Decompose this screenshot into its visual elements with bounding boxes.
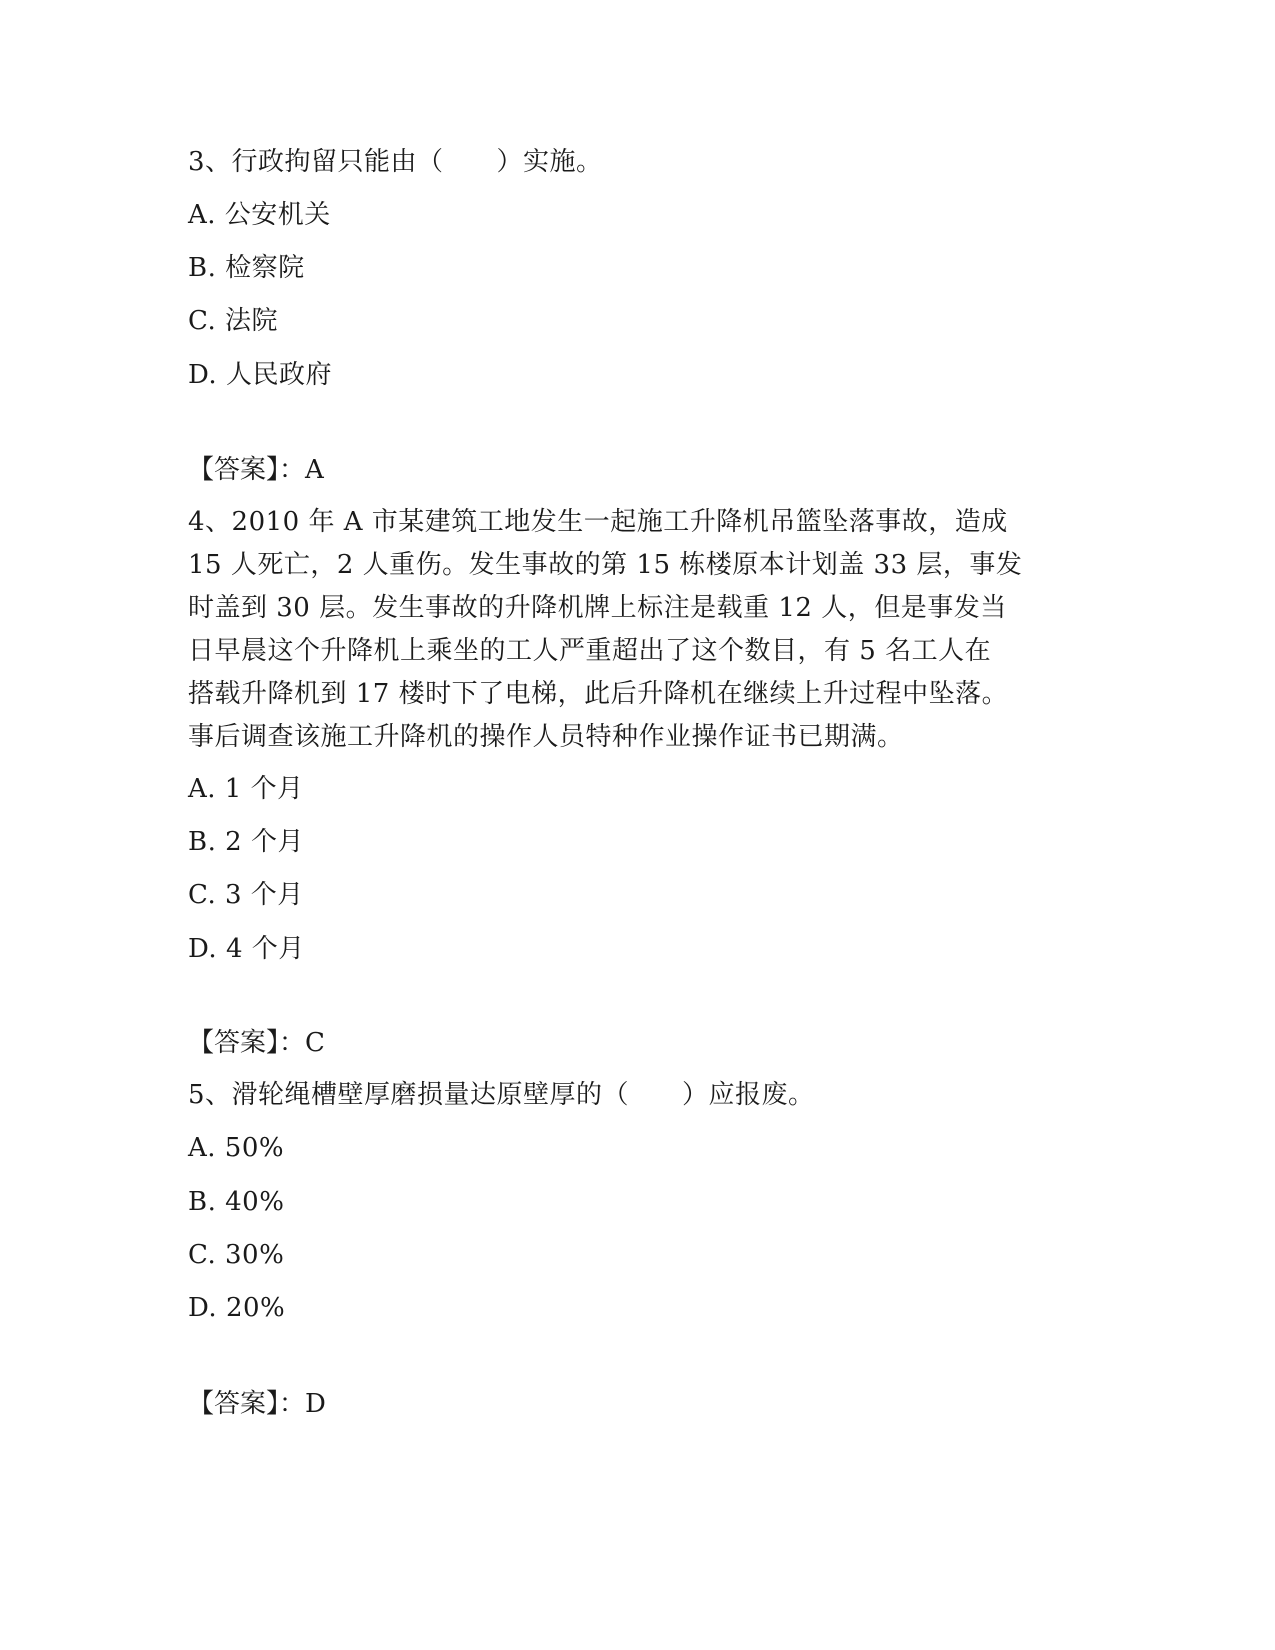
question-4-stem-line-5: 搭载升降机到 17 楼时下了电梯，此后升降机在继续上升过程中坠落。 bbox=[188, 679, 1009, 709]
question-4-stem-line-6: 事后调查该施工升降机的操作人员特种作业操作证书已期满。 bbox=[188, 722, 904, 752]
question-3-option-a: A. 公安机关 bbox=[188, 200, 331, 230]
question-4-option-d: D. 4 个月 bbox=[188, 934, 305, 964]
question-3-stem: 3、行政拘留只能由（ ）实施。 bbox=[188, 147, 603, 177]
question-3-answer: 【答案】：A bbox=[188, 455, 324, 485]
question-4-option-a: A. 1 个月 bbox=[188, 774, 304, 804]
question-4-stem-line-3: 时盖到 30 层。发生事故的升降机牌上标注是载重 12 人，但是事发当 bbox=[188, 593, 1007, 623]
question-4-option-c: C. 3 个月 bbox=[188, 880, 304, 910]
question-5-option-a: A. 50% bbox=[188, 1133, 285, 1163]
question-5-answer: 【答案】：D bbox=[188, 1389, 326, 1419]
question-3-option-b: B. 检察院 bbox=[188, 253, 305, 283]
question-4-stem-line-1: 4、2010 年 A 市某建筑工地发生一起施工升降机吊篮坠落事故，造成 bbox=[188, 507, 1008, 537]
question-5-option-c: C. 30% bbox=[188, 1240, 285, 1270]
question-4-option-b: B. 2 个月 bbox=[188, 827, 304, 857]
question-3-option-c: C. 法院 bbox=[188, 306, 278, 336]
question-5-option-d: D. 20% bbox=[188, 1293, 286, 1323]
question-5-option-b: B. 40% bbox=[188, 1187, 285, 1217]
question-4-stem-line-2: 15 人死亡，2 人重伤。发生事故的第 15 栋楼原本计划盖 33 层，事发 bbox=[188, 550, 1023, 580]
question-4-stem-line-4: 日早晨这个升降机上乘坐的工人严重超出了这个数目，有 5 名工人在 bbox=[188, 636, 992, 666]
question-4-answer: 【答案】：C bbox=[188, 1028, 325, 1058]
question-5-stem: 5、滑轮绳槽壁厚磨损量达原壁厚的（ ）应报废。 bbox=[188, 1080, 815, 1110]
question-3-option-d: D. 人民政府 bbox=[188, 360, 332, 390]
